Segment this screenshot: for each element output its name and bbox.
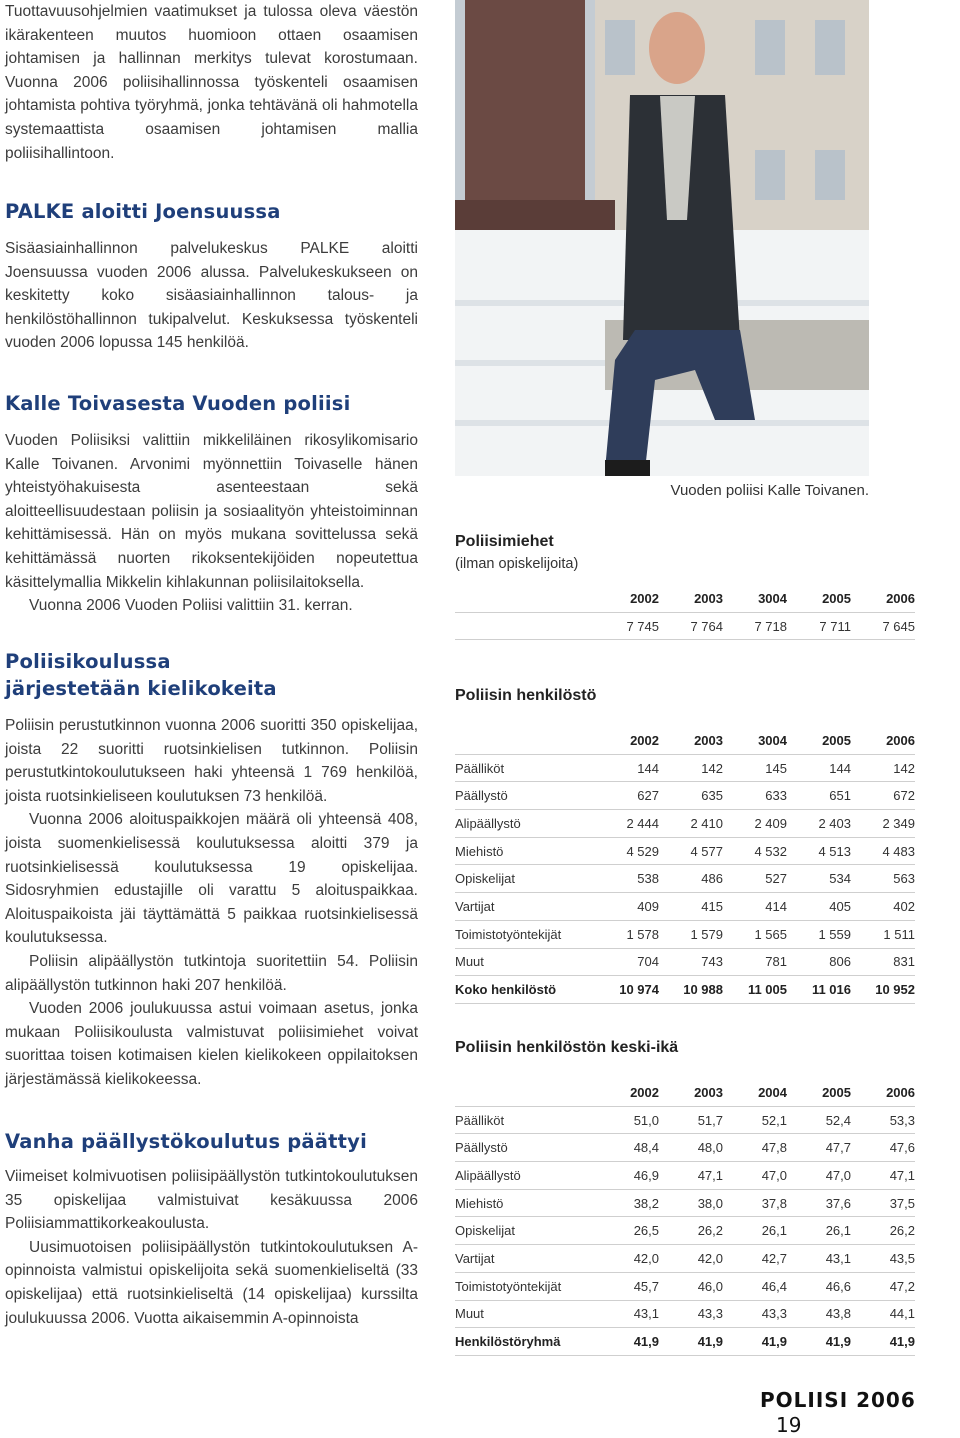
keski-ika-cell: 42,0 [595,1245,659,1273]
keski-ika-row-label: Miehistö [455,1189,595,1217]
footer-brand: POLIISI 2006 [760,1388,916,1412]
photo-kalle-toivanen [455,0,869,476]
keski-ika-row [455,1217,915,1245]
keski-ika-header-blank [455,1079,595,1106]
keski-ika-cell: 46,6 [787,1272,851,1300]
poliisimiehet-header-blank [455,585,595,612]
henkilosto-cell: 1 579 [659,920,723,948]
henkilosto-row [455,782,915,810]
keski-ika-row-label: Opiskelijat [455,1217,595,1245]
henkilosto-cell: 831 [851,948,915,976]
keski-ika-table [455,1079,915,1356]
henkilosto-cell: 743 [659,948,723,976]
poliisimiehet-year: 2005 [787,585,851,612]
keski-ika-cell: 43,3 [659,1300,723,1328]
section-kalle [5,390,418,618]
poliisimiehet-value: 7 764 [659,612,723,640]
henkilosto-cell: 1 559 [787,920,851,948]
keski-ika-cell: 47,8 [723,1134,787,1162]
koulu-paragraph-4: Vuoden 2006 joulukuussa astui voimaan asetus, jonka mukaan Poliisikoulusta valmistuvat poliisimiehet voivat suorittaa toisen kotimaisen kielen kielikokeen oppilaitoksen järjestämässä kielikokeessa. [5,1000,418,1088]
keski-ika-cell: 26,1 [723,1217,787,1245]
keski-ika-cell: 46,9 [595,1162,659,1190]
keski-ika-cell: 38,2 [595,1189,659,1217]
keski-ika-cell: 53,3 [851,1106,915,1134]
keski-ika-cell: 42,7 [723,1245,787,1273]
henkilosto-cell: 704 [595,948,659,976]
keski-ika-row-label: Päälliköt [455,1106,595,1134]
henkilosto-total-cell: 11 005 [723,976,787,1004]
keski-ika-total-cell: 41,9 [595,1328,659,1356]
henkilosto-row [455,865,915,893]
kalle-paragraph-2: Vuonna 2006 Vuoden Poliisi valittiin 31. kerran. [29,597,353,615]
henkilosto-cell: 4 483 [851,837,915,865]
heading-vanha: Vanha päällystökoulutus päättyi [5,1130,367,1153]
henkilosto-total-row [455,976,915,1004]
keski-ika-row-label: Päällystö [455,1134,595,1162]
keski-ika-cell: 52,1 [723,1106,787,1134]
henkilosto-cell: 2 444 [595,810,659,838]
vanha-paragraph-1: Viimeiset kolmivuotisen poliisipäällystön tutkintokoulutuksen 35 opiskelijaa valmistuivat kesäkuussa 2006 Poliisiammattikorkeakoulusta. [5,1168,418,1233]
henkilosto-cell: 405 [787,893,851,921]
henkilosto-total-label: Koko henkilöstö [455,976,595,1004]
keski-ika-total-cell: 41,9 [723,1328,787,1356]
keski-ika-total-cell: 41,9 [659,1328,723,1356]
henkilosto-cell: 4 513 [787,837,851,865]
kalle-paragraph-1: Vuoden Poliisiksi valittiin mikkeliläinen rikosylikomisario Kalle Toivanen. Arvonimi myönnettiin Toivaselle hänen yhteistyöhakuisesta asenteestaan sekä aloitteellisuudestaan poliisin ja sosiaalityön yhteistoiminnan kehittämisessä. Hän on myös mukana sovittelussa sekä kehittämässä nuorten rikoksentekijöiden nopeutettua käsittelymallia Mikkelin kihlakunnan poliisilaitoksella. [5,432,418,591]
henkilosto-total-cell: 10 952 [851,976,915,1004]
henkilosto-row-label: Toimistotyöntekijät [455,920,595,948]
section-vanha [5,1128,418,1330]
keski-ika-row [455,1245,915,1273]
keski-ika-row [455,1189,915,1217]
keski-ika-row-label: Vartijat [455,1245,595,1273]
keski-ika-cell: 37,6 [787,1189,851,1217]
page-number: 19 [776,1413,802,1437]
keski-ika-row [455,1300,915,1328]
henkilosto-cell: 4 532 [723,837,787,865]
heading-palke: PALKE aloitti Joensuussa [5,200,281,223]
keski-ika-cell: 37,8 [723,1189,787,1217]
heading-poliisikoulu-line-2: järjestetään kielikokeita [5,677,277,700]
henkilosto-cell: 633 [723,782,787,810]
henkilosto-cell: 781 [723,948,787,976]
table-keski-ika [455,1037,915,1356]
koulu-paragraph-3: Poliisin alipäällystön tutkintoja suoritettiin 54. Poliisin alipäällystön tutkinnon haki 207 henkilöä. [5,952,418,994]
henkilosto-year: 2005 [787,727,851,754]
keski-ika-row-label: Alipäällystö [455,1162,595,1190]
section-poliisikoulu [5,648,418,1092]
keski-ika-header-row [455,1079,915,1106]
keski-ika-cell: 47,1 [851,1162,915,1190]
keski-ika-row [455,1162,915,1190]
henkilosto-total-cell: 10 974 [595,976,659,1004]
henkilosto-row [455,754,915,782]
henkilosto-row [455,837,915,865]
poliisimiehet-year: 2003 [659,585,723,612]
henkilosto-row-label: Päälliköt [455,754,595,782]
keski-ika-year: 2006 [851,1079,915,1106]
henkilosto-total-cell: 10 988 [659,976,723,1004]
keski-ika-cell: 47,2 [851,1272,915,1300]
poliisimiehet-year: 3004 [723,585,787,612]
poliisimiehet-header-row [455,585,915,612]
henkilosto-cell: 635 [659,782,723,810]
keski-ika-year: 2005 [787,1079,851,1106]
keski-ika-cell: 26,1 [787,1217,851,1245]
keski-ika-cell: 44,1 [851,1300,915,1328]
keski-ika-cell: 43,5 [851,1245,915,1273]
henkilosto-row-label: Päällystö [455,782,595,810]
henkilosto-row [455,920,915,948]
henkilosto-row-label: Muut [455,948,595,976]
henkilosto-table [455,727,915,1004]
keski-ika-year: 2004 [723,1079,787,1106]
henkilosto-cell: 2 403 [787,810,851,838]
henkilosto-cell: 4 577 [659,837,723,865]
henkilosto-row [455,948,915,976]
table-poliisimiehet-title: Poliisimiehet [455,533,554,550]
heading-kalle: Kalle Toivasesta Vuoden poliisi [5,392,351,415]
henkilosto-cell: 142 [851,754,915,782]
keski-ika-cell: 26,2 [851,1217,915,1245]
henkilosto-row-label: Alipäällystö [455,810,595,838]
keski-ika-cell: 47,7 [787,1134,851,1162]
koulu-paragraph-2: Vuonna 2006 aloituspaikkojen määrä oli yhteensä 408, joista suomenkielisessä koulutuksessa aloitti 379 ja ruotsinkielisessä koulutuksessa 19 opiskelijaa. Sidosryhmien edustajille oli varattu 5 aloituspaikkaa. Aloituspaikoista jäi täyttämättä 5 paikkaa ruotsinkielisessä koulutuksessa. [5,811,418,947]
keski-ika-cell: 26,5 [595,1217,659,1245]
henkilosto-row [455,893,915,921]
keski-ika-total-cell: 41,9 [787,1328,851,1356]
keski-ika-cell: 43,3 [723,1300,787,1328]
keski-ika-cell: 26,2 [659,1217,723,1245]
henkilosto-cell: 4 529 [595,837,659,865]
keski-ika-year: 2002 [595,1079,659,1106]
henkilosto-cell: 1 511 [851,920,915,948]
keski-ika-cell: 45,7 [595,1272,659,1300]
henkilosto-cell: 144 [787,754,851,782]
keski-ika-year: 2003 [659,1079,723,1106]
keski-ika-cell: 48,0 [659,1134,723,1162]
keski-ika-total-label: Henkilöstöryhmä [455,1328,595,1356]
keski-ika-cell: 47,0 [723,1162,787,1190]
henkilosto-cell: 651 [787,782,851,810]
keski-ika-cell: 52,4 [787,1106,851,1134]
henkilosto-row-label: Opiskelijat [455,865,595,893]
keski-ika-row [455,1106,915,1134]
poliisimiehet-value-row [455,612,915,640]
henkilosto-year: 3004 [723,727,787,754]
henkilosto-cell: 142 [659,754,723,782]
henkilosto-cell: 563 [851,865,915,893]
henkilosto-cell: 538 [595,865,659,893]
keski-ika-row-label: Muut [455,1300,595,1328]
keski-ika-cell: 42,0 [659,1245,723,1273]
henkilosto-cell: 2 410 [659,810,723,838]
poliisimiehet-value: 7 745 [595,612,659,640]
keski-ika-total-row [455,1328,915,1356]
henkilosto-cell: 627 [595,782,659,810]
keski-ika-cell: 51,0 [595,1106,659,1134]
koulu-paragraph-1: Poliisin perustutkinnon vuonna 2006 suoritti 350 opiskelijaa, joista 22 suoritti ruotsinkielisen tutkinnon. Poliisin perustutkintokoulutukseen haki yhteensä 1 769 henkilöä, joista ruotsinkieliseen koulutuksen 73 henkilöä. [5,717,418,805]
keski-ika-cell: 47,6 [851,1134,915,1162]
photo-caption: Vuoden poliisi Kalle Toivanen. [670,482,869,499]
keski-ika-cell: 48,4 [595,1134,659,1162]
keski-ika-cell: 47,1 [659,1162,723,1190]
photo-illustration [455,0,869,476]
henkilosto-cell: 144 [595,754,659,782]
henkilosto-cell: 414 [723,893,787,921]
keski-ika-cell: 37,5 [851,1189,915,1217]
poliisimiehet-value: 7 718 [723,612,787,640]
keski-ika-cell: 43,1 [595,1300,659,1328]
keski-ika-row [455,1272,915,1300]
heading-poliisikoulu [5,648,418,702]
henkilosto-row [455,810,915,838]
keski-ika-cell: 51,7 [659,1106,723,1134]
keski-ika-total-cell: 41,9 [851,1328,915,1356]
henkilosto-total-cell: 11 016 [787,976,851,1004]
page-footer [760,1388,960,1438]
vanha-paragraph-2: Uusimuotoisen poliisipäällystön tutkintokoulutuksen A-opinnoista valmistui opiskelijoita sekä suomenkieliseltä (33 opiskelijaa) että ruotsinkieliseltä (14 opiskelijaa) kurssilta joulukuussa 2006. Vuotta aikaisemmin A-opinnoista [5,1238,418,1327]
henkilosto-header-blank [455,727,595,754]
keski-ika-cell: 46,0 [659,1272,723,1300]
poliisimiehet-table [455,585,915,640]
henkilosto-row-label: Miehistö [455,837,595,865]
henkilosto-cell: 409 [595,893,659,921]
palke-text: Sisäasiainhallinnon palvelukeskus PALKE aloitti Joensuussa vuoden 2006 alussa. Palvelukeskukseen on keskitetty koko sisäasiainhallinnon talous- ja henkilöstöhallinnon tukipalvelut. Keskuksessa työskenteli vuoden 2006 lopussa 145 henkilöä. [5,240,418,352]
henkilosto-cell: 2 349 [851,810,915,838]
table-keski-ika-title: Poliisin henkilöstön keski-ikä [455,1039,679,1056]
table-poliisimiehet [455,531,915,640]
keski-ika-cell: 38,0 [659,1189,723,1217]
henkilosto-cell: 2 409 [723,810,787,838]
henkilosto-cell: 415 [659,893,723,921]
henkilosto-cell: 527 [723,865,787,893]
henkilosto-cell: 145 [723,754,787,782]
poliisimiehet-value: 7 711 [787,612,851,640]
keski-ika-cell: 46,4 [723,1272,787,1300]
poliisimiehet-year: 2002 [595,585,659,612]
henkilosto-cell: 672 [851,782,915,810]
henkilosto-cell: 1 565 [723,920,787,948]
poliisimiehet-value-blank [455,612,595,640]
poliisimiehet-value: 7 645 [851,612,915,640]
henkilosto-cell: 1 578 [595,920,659,948]
table-henkilosto-title: Poliisin henkilöstö [455,687,597,704]
henkilosto-header-row [455,727,915,754]
heading-poliisikoulu-line-1: Poliisikoulussa [5,650,171,673]
keski-ika-cell: 47,0 [787,1162,851,1190]
henkilosto-year: 2003 [659,727,723,754]
henkilosto-year: 2006 [851,727,915,754]
henkilosto-cell: 486 [659,865,723,893]
table-henkilosto [455,685,915,1004]
henkilosto-year: 2002 [595,727,659,754]
keski-ika-row-label: Toimistotyöntekijät [455,1272,595,1300]
section-palke [5,198,418,355]
henkilosto-row-label: Vartijat [455,893,595,921]
intro-paragraph: Tuottavuusohjelmien vaatimukset ja tulossa oleva väestön ikärakenteen muutos huomioon ottaen osaamisen johtamisen ja hallinnan merkitys tulevat korostumaan. Vuonna 2006 poliisihallinnossa työskenteli osaamisen johtamista pohtiva työryhmä, jonka tehtävänä oli hahmotella systemaattista osaamisen johtamisen mallia poliisihallintoon. [5,3,418,162]
table-poliisimiehet-subtitle: (ilman opiskelijoita) [455,556,579,572]
henkilosto-cell: 402 [851,893,915,921]
poliisimiehet-year: 2006 [851,585,915,612]
henkilosto-cell: 534 [787,865,851,893]
keski-ika-cell: 43,8 [787,1300,851,1328]
keski-ika-row [455,1134,915,1162]
keski-ika-cell: 43,1 [787,1245,851,1273]
henkilosto-cell: 806 [787,948,851,976]
